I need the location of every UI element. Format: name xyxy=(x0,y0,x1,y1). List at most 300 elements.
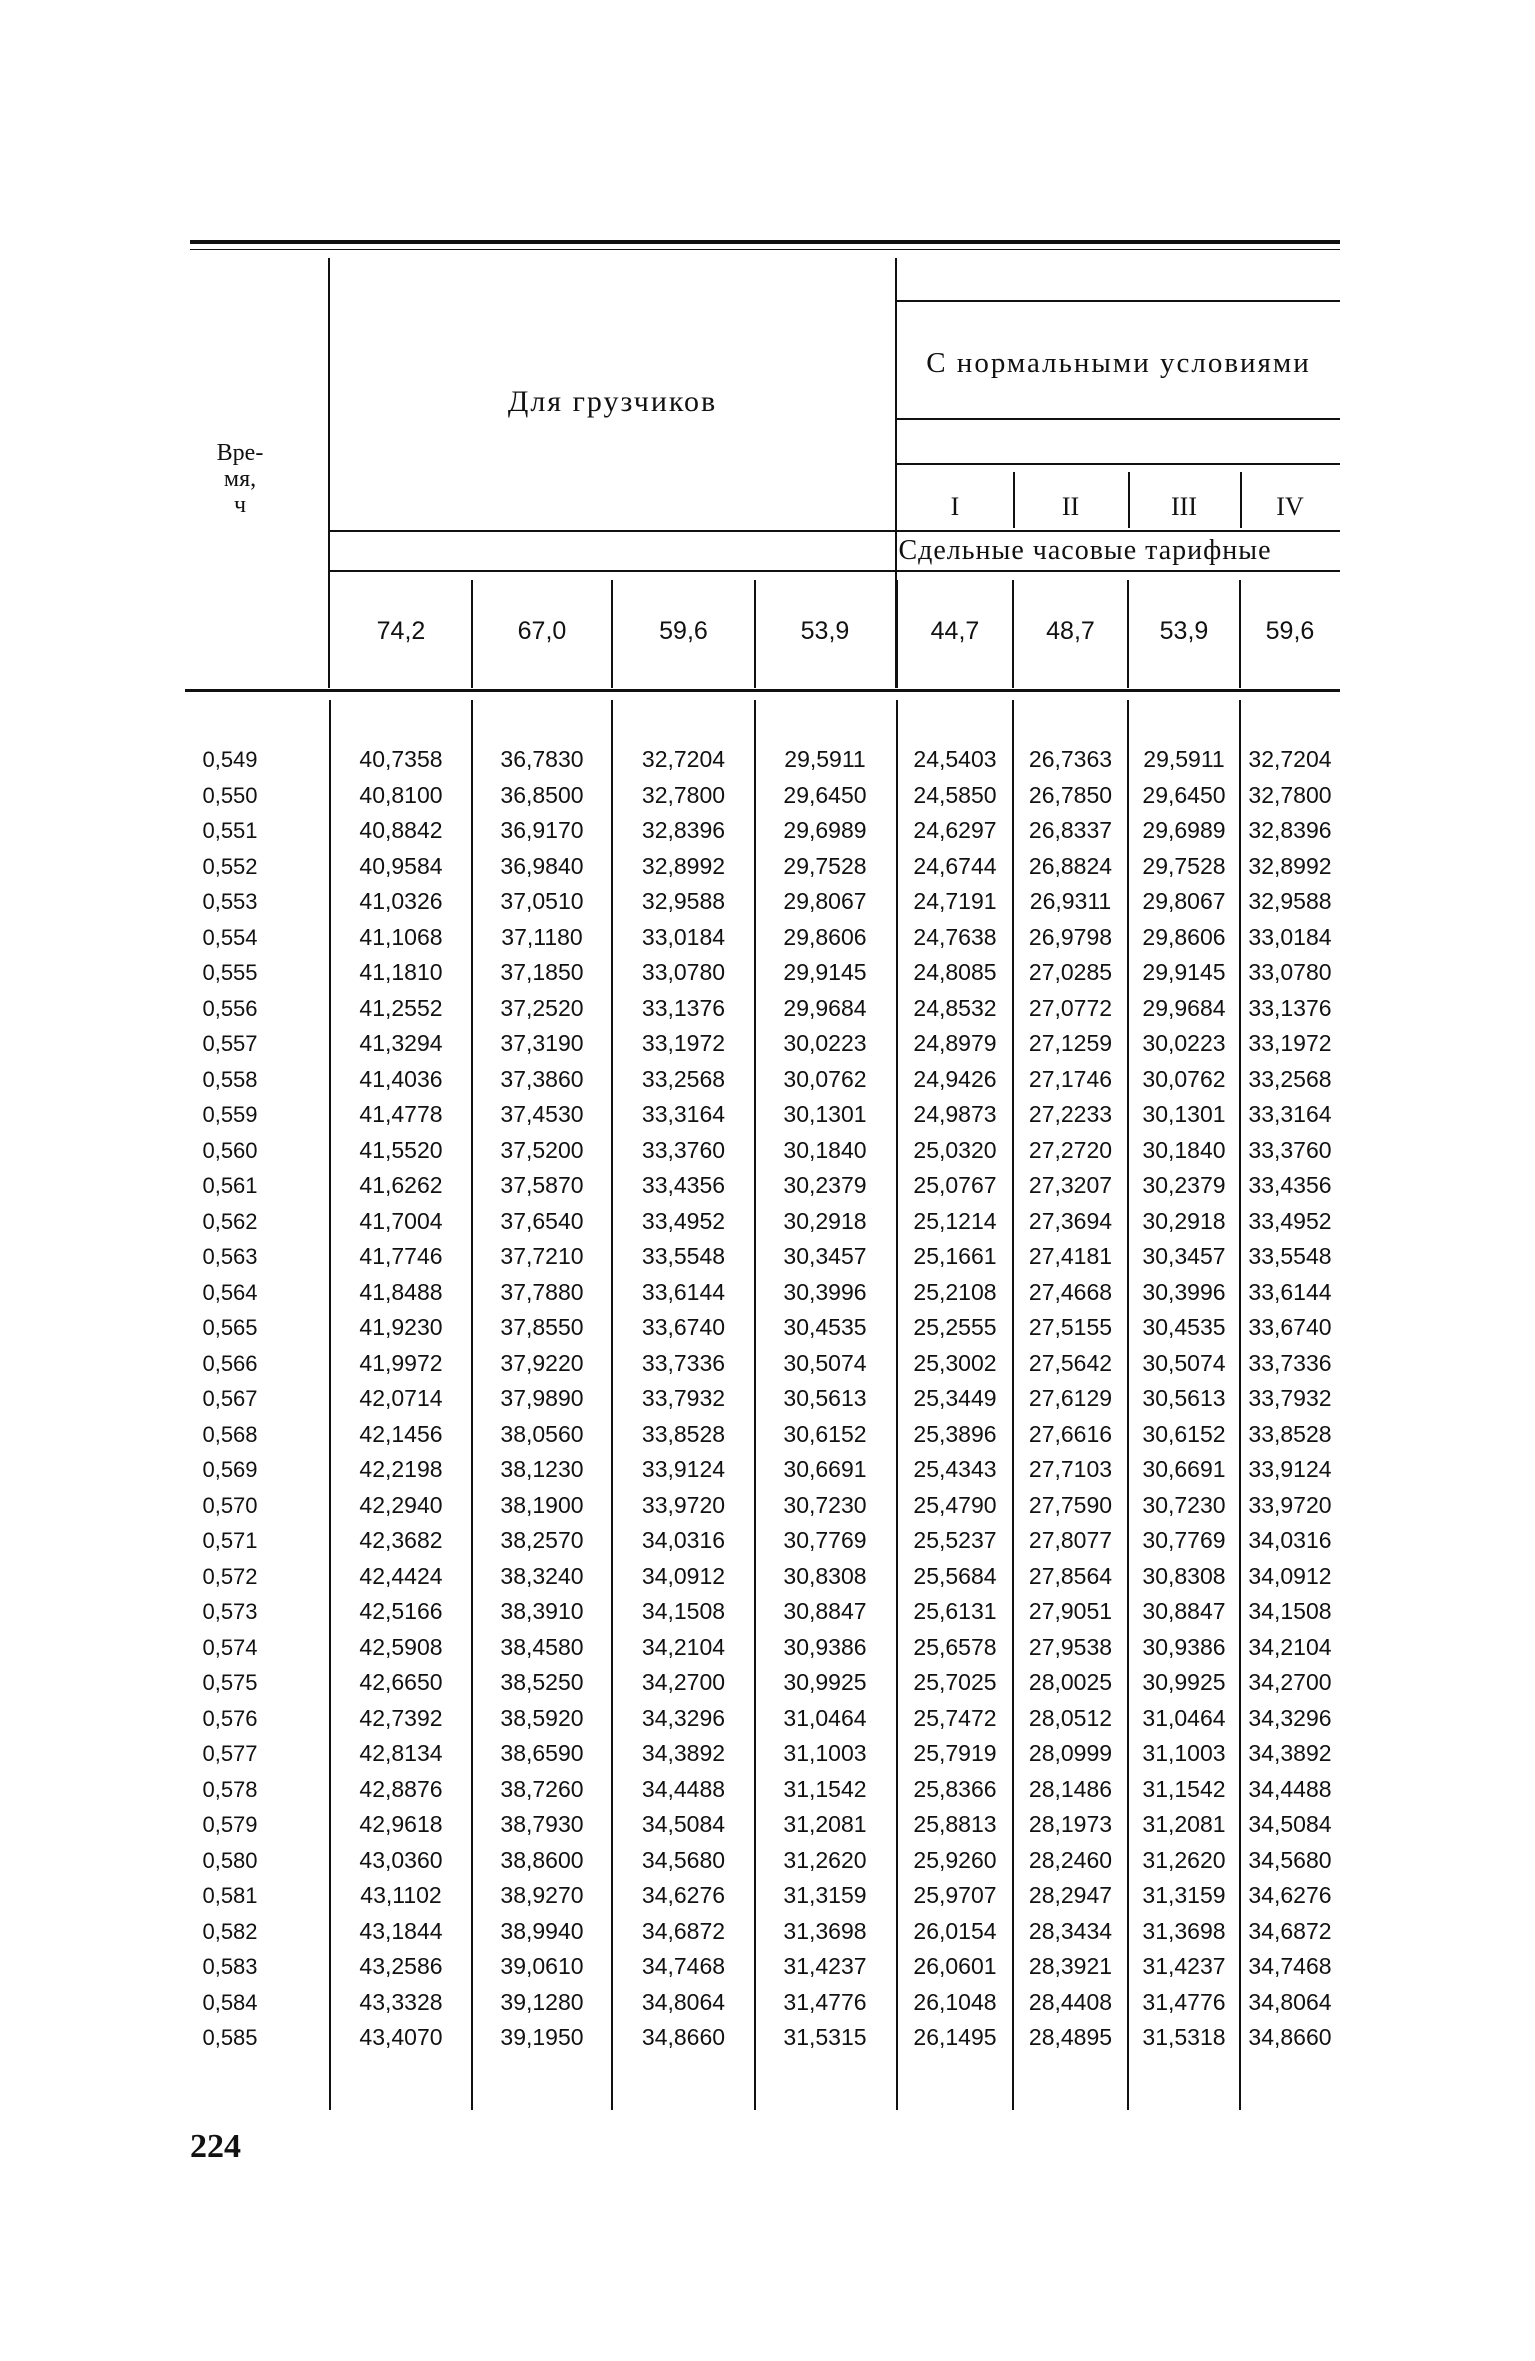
rate-header-5: 44,7 xyxy=(930,617,980,645)
rate-cell: 33,7932 xyxy=(1248,1385,1332,1411)
rate-header-1: 74,2 xyxy=(376,617,426,645)
rate-cell: 33,4952 xyxy=(641,1207,726,1234)
rate-header-3: 59,6 xyxy=(659,617,708,645)
rate-cell: 30,9386 xyxy=(1142,1633,1226,1660)
rate-cell: 27,0772 xyxy=(1028,994,1113,1021)
rate-cell: 33,9124 xyxy=(641,1456,726,1482)
rate-cell: 25,9260 xyxy=(913,1846,997,1873)
time-cell: 0,569 xyxy=(202,1457,258,1482)
rate-cell: 34,5680 xyxy=(641,1846,726,1873)
rate-cell: 25,3449 xyxy=(913,1385,997,1411)
rate-cell: 32,8992 xyxy=(641,852,726,879)
rate-cell: 33,8528 xyxy=(641,1420,726,1447)
rate-cell: 31,3159 xyxy=(1142,1882,1226,1908)
rate-cell: 37,3190 xyxy=(500,1030,584,1056)
grade-header-4: IV xyxy=(1276,492,1304,521)
rate-cell: 31,3698 xyxy=(783,1917,867,1944)
rate-cell: 30,3457 xyxy=(783,1243,867,1269)
rate-cell: 34,8660 xyxy=(641,2024,726,2050)
rate-cell: 42,2198 xyxy=(359,1456,443,1482)
rate-cell: 34,6276 xyxy=(1248,1882,1332,1908)
rate-cell: 26,7363 xyxy=(1028,746,1113,772)
rate-cell: 43,1844 xyxy=(359,1917,443,1944)
rate-cell: 42,5166 xyxy=(359,1598,443,1624)
rate-cell: 30,2918 xyxy=(783,1207,867,1234)
rate-cell: 26,9798 xyxy=(1028,923,1113,950)
rate-cell: 29,6450 xyxy=(783,781,867,808)
rate-cell: 33,7336 xyxy=(1248,1349,1332,1376)
rate-cell: 32,8396 xyxy=(641,817,726,843)
rate-cell: 30,5613 xyxy=(783,1385,867,1411)
time-column-header: Вре- мя, ч xyxy=(216,440,264,518)
rate-cell: 27,0285 xyxy=(1028,959,1113,985)
rate-cell: 30,7769 xyxy=(783,1527,867,1553)
loaders-group-header: Для грузчиков xyxy=(507,385,718,418)
rate-cell: 41,8488 xyxy=(359,1278,443,1305)
grade-header-2: II xyxy=(1061,492,1080,521)
rate-cell: 30,9386 xyxy=(783,1633,867,1660)
time-cell: 0,584 xyxy=(202,1989,258,2015)
rate-cell: 34,6872 xyxy=(1248,1917,1332,1944)
time-cell: 0,576 xyxy=(202,1705,258,1731)
rate-cell: 41,6262 xyxy=(359,1172,443,1198)
rate-cell: 34,3296 xyxy=(1248,1704,1332,1731)
time-cell: 0,572 xyxy=(202,1563,258,1589)
rate-cell: 30,1301 xyxy=(783,1101,867,1127)
rate-cell: 27,4668 xyxy=(1028,1278,1113,1305)
rate-cell: 28,1486 xyxy=(1028,1775,1113,1802)
rate-cell: 42,9618 xyxy=(359,1811,443,1837)
rate-cell: 34,1508 xyxy=(1248,1598,1332,1624)
rate-cell: 24,6744 xyxy=(913,852,997,879)
rate-cell: 25,1661 xyxy=(913,1243,997,1269)
rate-cell: 43,0360 xyxy=(359,1846,443,1873)
time-cell: 0,549 xyxy=(202,747,258,772)
rate-cell: 38,5250 xyxy=(500,1669,584,1695)
time-cell: 0,568 xyxy=(202,1421,258,1447)
rate-cell: 25,5684 xyxy=(913,1562,997,1589)
rate-cell: 33,4952 xyxy=(1248,1207,1332,1234)
rate-cell: 33,9720 xyxy=(641,1491,726,1518)
rate-cell: 27,6616 xyxy=(1028,1420,1113,1447)
rate-cell: 31,5315 xyxy=(783,2024,867,2050)
rate-cell: 38,2570 xyxy=(500,1527,584,1553)
rate-cell: 41,9972 xyxy=(359,1349,443,1376)
rate-cell: 25,1214 xyxy=(913,1207,997,1234)
rate-cell: 30,8308 xyxy=(783,1562,867,1589)
rate-cell: 42,5908 xyxy=(359,1633,443,1660)
rate-cell: 31,2081 xyxy=(1142,1811,1226,1837)
time-cell: 0,565 xyxy=(202,1315,258,1340)
rate-header-6: 48,7 xyxy=(1046,617,1095,645)
rate-cell: 33,7336 xyxy=(641,1349,726,1376)
rate-cell: 37,3860 xyxy=(500,1065,584,1092)
rate-cell: 33,0780 xyxy=(1248,959,1332,985)
time-cell: 0,560 xyxy=(202,1137,258,1163)
rate-cell: 33,3164 xyxy=(641,1101,726,1127)
rate-cell: 24,6297 xyxy=(913,817,997,843)
rate-cell: 42,1456 xyxy=(359,1420,443,1447)
rate-cell: 34,4488 xyxy=(1248,1775,1332,1802)
rate-cell: 37,1180 xyxy=(501,923,583,950)
rate-cell: 33,4356 xyxy=(1248,1172,1332,1198)
rate-cell: 29,9145 xyxy=(1142,959,1226,985)
rate-cell: 38,5920 xyxy=(500,1704,584,1731)
rate-cell: 31,5318 xyxy=(1142,2024,1226,2050)
rate-cell: 38,9940 xyxy=(500,1917,584,1944)
rate-cell: 30,8847 xyxy=(1142,1598,1226,1624)
rate-cell: 34,2700 xyxy=(1248,1669,1332,1695)
rate-cell: 41,4778 xyxy=(359,1101,443,1127)
rate-cell: 27,7590 xyxy=(1028,1491,1113,1518)
time-cell: 0,557 xyxy=(202,1031,258,1056)
rate-cell: 38,8600 xyxy=(500,1846,584,1873)
rate-cell: 26,7850 xyxy=(1028,781,1113,808)
rate-cell: 32,8992 xyxy=(1248,852,1332,879)
rate-cell: 26,9311 xyxy=(1029,888,1112,914)
time-cell: 0,554 xyxy=(202,924,258,950)
rate-cell: 38,6590 xyxy=(500,1740,584,1766)
rate-cell: 25,5237 xyxy=(913,1527,997,1553)
rate-cell: 31,1542 xyxy=(783,1775,867,1802)
rate-cell: 25,6578 xyxy=(913,1633,997,1660)
rate-cell: 37,5200 xyxy=(500,1136,584,1163)
rate-cell: 30,3996 xyxy=(783,1278,867,1305)
rate-cell: 39,0610 xyxy=(500,1953,584,1979)
rate-cell: 30,9925 xyxy=(1142,1669,1226,1695)
rate-cell: 34,5084 xyxy=(1248,1811,1332,1837)
rate-cell: 42,3682 xyxy=(359,1527,443,1553)
rate-cell: 27,1259 xyxy=(1028,1030,1113,1056)
rate-cell: 31,4776 xyxy=(1142,1988,1226,2015)
rate-cell: 29,6450 xyxy=(1142,781,1226,808)
rate-cell: 27,5642 xyxy=(1028,1349,1113,1376)
rate-cell: 41,7004 xyxy=(359,1207,443,1234)
rate-cell: 30,8308 xyxy=(1142,1562,1226,1589)
rate-cell: 30,2918 xyxy=(1142,1207,1226,1234)
rate-cell: 37,5870 xyxy=(500,1172,584,1198)
rate-cell: 30,1840 xyxy=(783,1136,867,1163)
time-cell: 0,582 xyxy=(202,1918,258,1944)
rate-cell: 38,3240 xyxy=(500,1562,584,1589)
rate-cell: 41,9230 xyxy=(359,1314,443,1340)
rate-cell: 33,8528 xyxy=(1248,1420,1332,1447)
rate-cell: 33,1376 xyxy=(641,994,726,1021)
rate-cell: 40,7358 xyxy=(359,746,443,772)
rate-cell: 34,8064 xyxy=(1248,1988,1332,2015)
rate-cell: 34,6276 xyxy=(641,1882,726,1908)
rate-cell: 36,9170 xyxy=(500,817,584,843)
rate-cell: 24,5403 xyxy=(913,746,997,772)
rate-cell: 33,7932 xyxy=(641,1385,726,1411)
rate-cell: 41,4036 xyxy=(359,1065,443,1092)
rate-cell: 30,6152 xyxy=(1142,1420,1226,1447)
rate-cell: 40,8842 xyxy=(359,817,443,843)
time-cell: 0,567 xyxy=(202,1386,258,1411)
time-cell: 0,578 xyxy=(202,1776,258,1802)
rate-cell: 25,4343 xyxy=(913,1456,997,1482)
rate-cell: 39,1280 xyxy=(500,1988,584,2015)
rate-cell: 25,9707 xyxy=(913,1882,997,1908)
time-cell: 0,570 xyxy=(202,1492,258,1518)
time-cell: 0,552 xyxy=(202,853,258,879)
rate-cell: 30,5074 xyxy=(783,1349,867,1376)
rate-cell: 28,4895 xyxy=(1028,2024,1113,2050)
rate-cell: 27,6129 xyxy=(1028,1385,1113,1411)
rate-cell: 27,7103 xyxy=(1028,1456,1113,1482)
rate-cell: 30,3996 xyxy=(1142,1278,1226,1305)
time-cell: 0,579 xyxy=(202,1812,258,1837)
rate-cell: 30,0223 xyxy=(783,1030,867,1056)
rate-cell: 34,8064 xyxy=(641,1988,726,2015)
rate-cell: 36,7830 xyxy=(500,746,584,772)
rate-cell: 31,0464 xyxy=(1142,1704,1226,1731)
rate-cell: 30,5074 xyxy=(1142,1349,1226,1376)
rate-cell: 29,6989 xyxy=(783,817,867,843)
rate-cell: 32,7204 xyxy=(641,746,726,772)
rate-cell: 26,8824 xyxy=(1028,852,1113,879)
rate-cell: 37,6540 xyxy=(500,1207,584,1234)
rate-cell: 37,2520 xyxy=(500,994,584,1021)
rate-cell: 32,9588 xyxy=(1248,888,1332,914)
rate-cell: 25,2555 xyxy=(913,1314,997,1340)
time-cell: 0,575 xyxy=(202,1670,258,1695)
rate-cell: 30,2379 xyxy=(1142,1172,1226,1198)
grade-header-1: I xyxy=(950,492,960,521)
rate-cell: 30,7769 xyxy=(1142,1527,1226,1553)
top-rule-thin xyxy=(190,249,1340,250)
time-cell: 0,574 xyxy=(202,1634,258,1660)
time-cell: 0,566 xyxy=(202,1350,258,1376)
rate-cell: 29,8067 xyxy=(1142,888,1226,914)
rate-cell: 33,0184 xyxy=(641,923,726,950)
rate-cell: 34,0912 xyxy=(641,1562,726,1589)
rate-cell: 37,1850 xyxy=(500,959,584,985)
rate-cell: 25,7025 xyxy=(913,1669,997,1695)
rate-cell: 37,7880 xyxy=(500,1278,584,1305)
rate-cell: 34,3892 xyxy=(641,1740,726,1766)
rate-cell: 37,8550 xyxy=(500,1314,584,1340)
rate-cell: 41,1068 xyxy=(359,923,443,950)
rate-cell: 25,3896 xyxy=(913,1420,997,1447)
rate-cell: 38,1230 xyxy=(500,1456,584,1482)
rate-cell: 30,0762 xyxy=(783,1065,867,1092)
time-cell: 0,550 xyxy=(202,782,258,808)
rates-label: Сдельные часовые тарифные xyxy=(898,535,1272,566)
rate-cell: 27,9538 xyxy=(1028,1633,1113,1660)
rate-cell: 30,1840 xyxy=(1142,1136,1226,1163)
rate-cell: 29,5911 xyxy=(784,746,866,772)
rate-header-8: 59,6 xyxy=(1265,617,1315,645)
rate-cell: 31,4776 xyxy=(783,1988,867,2015)
rate-cell: 37,9890 xyxy=(500,1385,584,1411)
rate-cell: 33,9720 xyxy=(1248,1491,1332,1518)
rate-cell: 27,4181 xyxy=(1028,1243,1113,1269)
rate-cell: 42,8134 xyxy=(359,1740,443,1766)
rate-cell: 31,2081 xyxy=(783,1811,867,1837)
rate-cell: 32,9588 xyxy=(641,888,726,914)
time-cell: 0,551 xyxy=(202,818,258,843)
grades-rule xyxy=(897,463,1340,465)
time-cell: 0,564 xyxy=(202,1279,258,1305)
rate-cell: 34,0316 xyxy=(1248,1527,1332,1553)
rate-header-2: 67,0 xyxy=(517,617,567,645)
rate-cell: 28,0999 xyxy=(1028,1740,1113,1766)
rate-cell: 31,1003 xyxy=(783,1740,867,1766)
rate-cell: 34,2700 xyxy=(641,1669,726,1695)
rate-cell: 34,3892 xyxy=(1248,1740,1332,1766)
rate-cell: 25,2108 xyxy=(913,1278,997,1305)
rate-cell: 38,7930 xyxy=(500,1811,584,1837)
rate-cell: 40,8100 xyxy=(359,781,443,808)
rates-rule-bottom xyxy=(330,570,1340,572)
rate-cell: 26,1048 xyxy=(913,1988,997,2015)
rate-cell: 34,2104 xyxy=(1248,1633,1332,1660)
rate-cell: 38,1900 xyxy=(500,1491,584,1518)
rate-cell: 27,9051 xyxy=(1028,1598,1113,1624)
rate-cell: 34,3296 xyxy=(641,1704,726,1731)
rate-cell: 31,4237 xyxy=(783,1953,867,1979)
time-cell: 0,573 xyxy=(202,1599,258,1624)
rate-cell: 30,6691 xyxy=(1142,1456,1226,1482)
page-number: 224 xyxy=(190,2128,241,2165)
rate-cell: 26,1495 xyxy=(913,2024,997,2050)
time-cell: 0,571 xyxy=(202,1528,258,1553)
rate-cell: 25,7472 xyxy=(913,1704,997,1731)
rate-cell: 34,7468 xyxy=(641,1953,726,1979)
grade-header-3: III xyxy=(1171,492,1197,521)
rate-cell: 33,6740 xyxy=(1248,1314,1332,1340)
rate-cell: 28,2947 xyxy=(1028,1882,1113,1908)
rate-cell: 37,4530 xyxy=(500,1101,584,1127)
rate-cell: 27,3207 xyxy=(1028,1172,1113,1198)
rate-cell: 34,5680 xyxy=(1248,1846,1332,1873)
rate-cell: 30,7230 xyxy=(1142,1491,1226,1518)
rate-cell: 41,7746 xyxy=(359,1243,443,1269)
rate-cell: 25,7919 xyxy=(913,1740,997,1766)
rate-cell: 24,9873 xyxy=(913,1101,997,1127)
rate-cell: 32,7800 xyxy=(1248,781,1332,808)
rate-cell: 26,8337 xyxy=(1028,817,1113,843)
rate-cell: 33,1376 xyxy=(1248,994,1332,1021)
rate-cell: 28,2460 xyxy=(1028,1846,1113,1873)
rate-cell: 30,4535 xyxy=(783,1314,867,1340)
rate-cell: 31,2620 xyxy=(1142,1846,1226,1873)
rate-cell: 29,6989 xyxy=(1142,817,1226,843)
rate-cell: 39,1950 xyxy=(500,2024,584,2050)
time-cell: 0,558 xyxy=(202,1066,258,1092)
time-cell: 0,577 xyxy=(202,1741,258,1766)
rate-cell: 34,4488 xyxy=(641,1775,726,1802)
rate-cell: 32,7800 xyxy=(641,781,726,808)
rate-cell: 38,3910 xyxy=(500,1598,584,1624)
time-cell: 0,559 xyxy=(202,1102,258,1127)
rate-cell: 29,9684 xyxy=(1142,994,1226,1021)
rate-cell: 31,1542 xyxy=(1142,1775,1226,1802)
normal-rule-bottom xyxy=(897,418,1340,420)
rate-header-7: 53,9 xyxy=(1159,617,1209,645)
time-cell: 0,556 xyxy=(202,995,258,1021)
rate-cell: 42,0714 xyxy=(359,1385,443,1411)
rate-cell: 43,1102 xyxy=(360,1882,442,1908)
rate-cell: 30,2379 xyxy=(783,1172,867,1198)
rate-cell: 28,3921 xyxy=(1028,1953,1113,1979)
rate-cell: 30,9925 xyxy=(783,1669,867,1695)
rate-cell: 31,1003 xyxy=(1142,1740,1226,1766)
rate-cell: 37,7210 xyxy=(500,1243,584,1269)
rate-cell: 29,8606 xyxy=(783,923,867,950)
rate-cell: 29,8606 xyxy=(1142,923,1226,950)
rate-cell: 28,3434 xyxy=(1028,1917,1113,1944)
rate-cell: 30,0223 xyxy=(1142,1030,1226,1056)
rate-cell: 24,8085 xyxy=(913,959,997,985)
rate-cell: 30,8847 xyxy=(783,1598,867,1624)
rate-cell: 30,6152 xyxy=(783,1420,867,1447)
rate-cell: 29,5911 xyxy=(1143,746,1225,772)
rate-cell: 28,1973 xyxy=(1028,1811,1113,1837)
rate-cell: 38,4580 xyxy=(500,1633,584,1660)
rate-cell: 33,5548 xyxy=(1248,1243,1332,1269)
rate-cell: 33,3164 xyxy=(1248,1101,1332,1127)
time-cell: 0,561 xyxy=(202,1173,258,1198)
time-cell: 0,562 xyxy=(202,1208,258,1234)
rate-cell: 28,4408 xyxy=(1028,1988,1113,2015)
rate-cell: 33,1972 xyxy=(641,1030,726,1056)
rate-cell: 42,7392 xyxy=(359,1704,443,1731)
rate-cell: 42,2940 xyxy=(359,1491,443,1518)
rate-cell: 38,9270 xyxy=(500,1882,584,1908)
rate-cell: 29,7528 xyxy=(783,852,867,879)
rate-cell: 30,0762 xyxy=(1142,1065,1226,1092)
rate-cell: 42,4424 xyxy=(359,1562,443,1589)
rate-cell: 33,6144 xyxy=(641,1278,726,1305)
rate-cell: 24,7191 xyxy=(913,888,997,914)
rate-cell: 42,6650 xyxy=(359,1669,443,1695)
rate-cell: 43,3328 xyxy=(359,1988,443,2015)
rate-cell: 43,2586 xyxy=(359,1953,443,1979)
rate-cell: 37,0510 xyxy=(500,888,584,914)
rate-cell: 41,0326 xyxy=(359,888,443,914)
rate-cell: 34,6872 xyxy=(641,1917,726,1944)
rate-cell: 34,2104 xyxy=(641,1633,726,1660)
rate-cell: 25,3002 xyxy=(913,1349,997,1376)
rate-cell: 24,7638 xyxy=(913,923,997,950)
rate-cell: 41,5520 xyxy=(359,1136,443,1163)
rate-cell: 27,2233 xyxy=(1028,1101,1113,1127)
rate-cell: 30,3457 xyxy=(1142,1243,1226,1269)
rate-cell: 32,8396 xyxy=(1248,817,1332,843)
rate-cell: 24,9426 xyxy=(913,1065,997,1092)
time-cell: 0,583 xyxy=(202,1954,258,1979)
rate-cell: 27,8077 xyxy=(1028,1527,1113,1553)
normal-conditions-header: С нормальными условиями xyxy=(926,347,1311,379)
rate-cell: 34,1508 xyxy=(641,1598,726,1624)
rate-cell: 33,6740 xyxy=(641,1314,726,1340)
rate-cell: 41,3294 xyxy=(359,1030,443,1056)
rate-cell: 27,8564 xyxy=(1028,1562,1113,1589)
rate-cell: 25,0767 xyxy=(913,1172,997,1198)
rate-header-4: 53,9 xyxy=(800,617,850,645)
rate-cell: 31,3698 xyxy=(1142,1917,1226,1944)
rate-cell: 24,5850 xyxy=(913,781,997,808)
rate-cell: 36,8500 xyxy=(500,781,584,808)
rate-cell: 28,0025 xyxy=(1028,1669,1113,1695)
rate-cell: 36,9840 xyxy=(500,852,584,879)
time-cell: 0,563 xyxy=(202,1244,258,1269)
rate-cell: 31,4237 xyxy=(1142,1953,1226,1979)
rate-cell: 30,5613 xyxy=(1142,1385,1226,1411)
rate-cell: 38,7260 xyxy=(500,1775,584,1802)
